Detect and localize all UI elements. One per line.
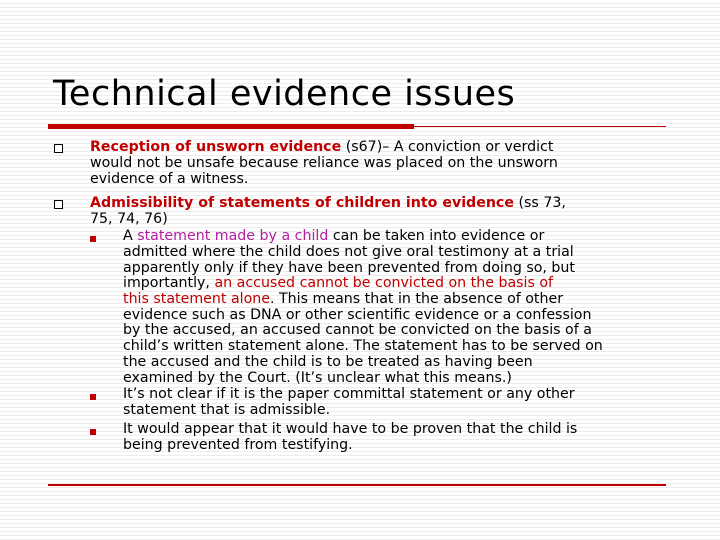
sub-2-line-1: It’s not clear if it is the paper committal statement or any other: [123, 386, 575, 402]
slide-title: Technical evidence issues: [53, 74, 516, 114]
sub-1-line-5: this statement alone. This means that in the absence of other: [123, 291, 564, 307]
sub-1-line-6: evidence such as DNA or other scientific evidence or a confession: [123, 307, 592, 323]
bullet-1-line-1: Reception of unsworn evidence (s67)– A conviction or verdict: [90, 139, 554, 155]
filled-square-bullet-icon: [90, 394, 96, 400]
sub-1-line-9: the accused and the child is to be treated as having been: [123, 354, 533, 370]
bullet-2-line-1: Admissibility of statements of children into evidence (ss 73,: [90, 195, 566, 211]
sub-3-line-2: being prevented from testifying.: [123, 437, 353, 453]
sub-1-line-1: A statement made by a child can be taken into evidence or: [123, 228, 545, 244]
sub-1-line-3: apparently only if they have been prevented from doing so, but: [123, 260, 575, 276]
hollow-square-bullet-icon: [54, 144, 63, 153]
filled-square-bullet-icon: [90, 236, 96, 242]
filled-square-bullet-icon: [90, 429, 96, 435]
hollow-square-bullet-icon: [54, 200, 63, 209]
bullet-2-line-2: 75, 74, 76): [90, 211, 168, 227]
sub-1-line-10: examined by the Court. (It’s unclear what this means.): [123, 370, 512, 386]
sub-1-line-4: importantly, an accused cannot be convicted on the basis of: [123, 275, 554, 291]
sub-1-line-7: by the accused, an accused cannot be convicted on the basis of a: [123, 322, 592, 338]
sub-1-line-8: child’s written statement alone. The statement has to be served on: [123, 338, 603, 354]
bullet-1-line-2: would not be unsafe because reliance was placed on the unsworn: [90, 155, 558, 171]
sub-1-line-2: admitted where the child does not give oral testimony at a trial: [123, 244, 574, 260]
sub-2-line-2: statement that is admissible.: [123, 402, 331, 418]
sub-3-line-1: It would appear that it would have to be proven that the child is: [123, 421, 578, 437]
bullet-1-line-3: evidence of a witness.: [90, 171, 249, 187]
bottom-rule: [48, 484, 666, 486]
